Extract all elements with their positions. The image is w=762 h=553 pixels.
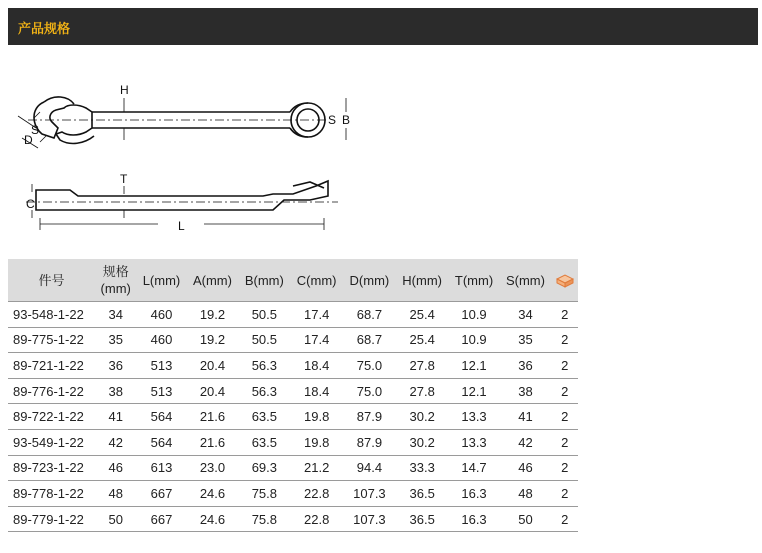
cell-a: 23.0: [187, 455, 239, 481]
table-row: [8, 327, 578, 353]
cell-h: 36.5: [396, 481, 449, 507]
cell-t: 16.3: [449, 481, 500, 507]
cell-size: 46: [95, 455, 136, 481]
cell-c: 17.4: [290, 327, 343, 353]
cell-b: 63.5: [238, 404, 290, 430]
cell-package-qty: 2: [551, 455, 578, 481]
cell-c: 18.4: [290, 353, 343, 379]
cell-t: 13.3: [449, 429, 500, 455]
cell-size: 41: [95, 404, 136, 430]
cell-s: 41: [500, 404, 552, 430]
cell-size: 42: [95, 429, 136, 455]
cell-d: 87.9: [343, 429, 396, 455]
dim-s-left-label: S: [31, 123, 40, 137]
cell-l: 513: [136, 353, 186, 379]
spec-table-header: [8, 259, 578, 302]
cell-part: 89-778-1-22: [8, 481, 95, 507]
cell-package-qty: 2: [551, 302, 578, 328]
cell-a: 21.6: [187, 429, 239, 455]
col-l: L(mm): [142, 272, 181, 288]
col-t: T(mm): [454, 272, 494, 288]
cell-s: 35: [500, 327, 552, 353]
cell-c: 22.8: [290, 506, 343, 532]
dim-l-label: L: [178, 219, 185, 233]
cell-t: 14.7: [449, 455, 500, 481]
cell-package-qty: 2: [551, 327, 578, 353]
cell-t: 12.1: [449, 353, 500, 379]
cell-h: 30.2: [396, 429, 449, 455]
cell-package-qty: 2: [551, 506, 578, 532]
col-s: S(mm): [505, 272, 545, 288]
col-a: A(mm): [192, 272, 232, 288]
cell-package-qty: 2: [551, 353, 578, 379]
spec-table: [8, 259, 578, 532]
cell-part: 89-776-1-22: [8, 378, 95, 404]
cell-size: 34: [95, 302, 136, 328]
dim-s-right-label: S: [328, 113, 337, 127]
cell-s: 38: [500, 378, 552, 404]
col-part: 件号: [38, 272, 65, 288]
table-row: [8, 353, 578, 379]
cell-c: 19.8: [290, 429, 343, 455]
col-package: [551, 259, 578, 302]
dim-h-label: H: [120, 83, 129, 97]
cell-size: 36: [95, 353, 136, 379]
section-title: 产品规格: [18, 21, 71, 36]
cell-c: 18.4: [290, 378, 343, 404]
col-size-line1: 规格: [102, 264, 129, 279]
cell-b: 50.5: [238, 327, 290, 353]
table-row: [8, 506, 578, 532]
cell-a: 24.6: [187, 506, 239, 532]
dim-t-label: T: [120, 172, 128, 186]
wrench-dimension-diagram: [8, 78, 358, 243]
cell-l: 564: [136, 429, 186, 455]
cell-package-qty: 2: [551, 378, 578, 404]
cell-size: 35: [95, 327, 136, 353]
cell-h: 25.4: [396, 327, 449, 353]
cell-s: 48: [500, 481, 552, 507]
cell-b: 63.5: [238, 429, 290, 455]
cell-l: 564: [136, 404, 186, 430]
cell-a: 20.4: [187, 353, 239, 379]
cell-h: 27.8: [396, 378, 449, 404]
cell-l: 667: [136, 506, 186, 532]
cell-d: 94.4: [343, 455, 396, 481]
cell-part: 89-722-1-22: [8, 404, 95, 430]
cell-b: 56.3: [238, 378, 290, 404]
cell-l: 460: [136, 302, 186, 328]
cell-t: 13.3: [449, 404, 500, 430]
table-row: [8, 481, 578, 507]
table-row: [8, 378, 578, 404]
cell-b: 56.3: [238, 353, 290, 379]
cell-d: 75.0: [343, 378, 396, 404]
cell-c: 22.8: [290, 481, 343, 507]
cell-package-qty: 2: [551, 429, 578, 455]
col-size: [95, 259, 136, 302]
cell-l: 513: [136, 378, 186, 404]
cell-l: 460: [136, 327, 186, 353]
col-size-line2: (mm): [100, 281, 131, 296]
cell-l: 613: [136, 455, 186, 481]
cell-s: 34: [500, 302, 552, 328]
table-row: [8, 455, 578, 481]
cell-s: 42: [500, 429, 552, 455]
table-row: [8, 302, 578, 328]
cell-d: 107.3: [343, 481, 396, 507]
cell-l: 667: [136, 481, 186, 507]
cell-a: 21.6: [187, 404, 239, 430]
cell-b: 50.5: [238, 302, 290, 328]
cell-size: 50: [95, 506, 136, 532]
dim-d-label: D: [24, 133, 33, 147]
cell-h: 25.4: [396, 302, 449, 328]
cell-part: 93-549-1-22: [8, 429, 95, 455]
col-c: C(mm): [296, 272, 337, 288]
cell-c: 17.4: [290, 302, 343, 328]
col-b: B(mm): [244, 272, 284, 288]
cell-d: 107.3: [343, 506, 396, 532]
cell-d: 75.0: [343, 353, 396, 379]
cell-c: 19.8: [290, 404, 343, 430]
cell-part: 89-775-1-22: [8, 327, 95, 353]
cell-b: 75.8: [238, 481, 290, 507]
cell-d: 87.9: [343, 404, 396, 430]
cell-package-qty: 2: [551, 481, 578, 507]
cell-s: 50: [500, 506, 552, 532]
col-h: H(mm): [402, 272, 443, 288]
cell-size: 38: [95, 378, 136, 404]
cell-b: 69.3: [238, 455, 290, 481]
cell-a: 19.2: [187, 327, 239, 353]
cell-h: 30.2: [396, 404, 449, 430]
cell-part: 93-548-1-22: [8, 302, 95, 328]
cell-size: 48: [95, 481, 136, 507]
cell-a: 19.2: [187, 302, 239, 328]
cell-t: 10.9: [449, 302, 500, 328]
cell-part: 89-721-1-22: [8, 353, 95, 379]
table-row: [8, 429, 578, 455]
cell-s: 36: [500, 353, 552, 379]
package-box-icon: [556, 274, 574, 288]
cell-a: 20.4: [187, 378, 239, 404]
cell-part: 89-779-1-22: [8, 506, 95, 532]
cell-a: 24.6: [187, 481, 239, 507]
cell-s: 46: [500, 455, 552, 481]
dim-b-label: B: [342, 113, 351, 127]
cell-b: 75.8: [238, 506, 290, 532]
cell-t: 10.9: [449, 327, 500, 353]
cell-h: 27.8: [396, 353, 449, 379]
table-row: [8, 404, 578, 430]
cell-t: 16.3: [449, 506, 500, 532]
cell-part: 89-723-1-22: [8, 455, 95, 481]
cell-c: 21.2: [290, 455, 343, 481]
cell-d: 68.7: [343, 327, 396, 353]
col-d: D(mm): [349, 272, 390, 288]
cell-h: 33.3: [396, 455, 449, 481]
cell-d: 68.7: [343, 302, 396, 328]
section-header-bar: [8, 8, 758, 45]
cell-package-qty: 2: [551, 404, 578, 430]
dim-c-label: C: [26, 197, 35, 211]
cell-t: 12.1: [449, 378, 500, 404]
cell-h: 36.5: [396, 506, 449, 532]
